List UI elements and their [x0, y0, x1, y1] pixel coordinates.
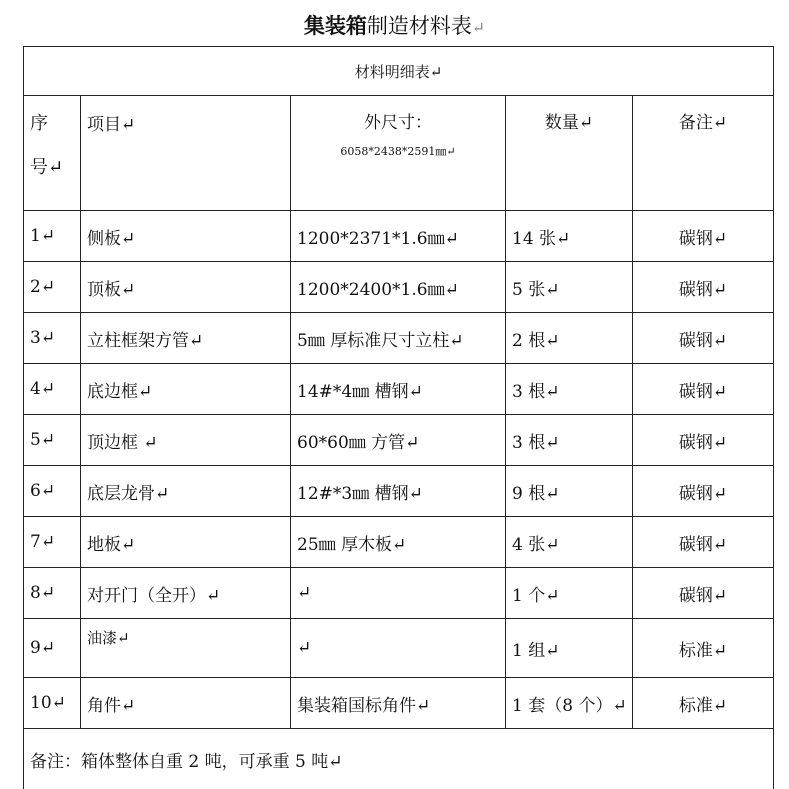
materials-table — [23, 46, 774, 789]
table-row — [24, 262, 774, 313]
header-size-dimensions: 6058*2438*2591㎜↵ — [297, 143, 499, 159]
cell-note: 碳钢↵ — [633, 262, 774, 313]
cell-note: 标准↵ — [633, 678, 774, 729]
cell-seq: 10↵ — [24, 678, 81, 729]
cell-item: 油漆↵ — [81, 619, 291, 678]
header-size — [291, 96, 506, 211]
cell-seq: 7↵ — [24, 517, 81, 568]
cell-qty: 9 根↵ — [506, 466, 633, 517]
footer-note: 备注：箱体整体自重 2 吨，可承重 5 吨↵ — [24, 729, 774, 789]
cell-item: 对开门（全开）↵ — [81, 568, 291, 619]
cell-size: 14#*4㎜ 槽钢↵ — [291, 364, 506, 415]
table-row — [24, 211, 774, 262]
table-row — [24, 313, 774, 364]
header-seq-line2: 号↵ — [30, 146, 74, 190]
title-bold: 集装箱 — [304, 13, 367, 38]
table-row — [24, 364, 774, 415]
cell-item: 顶边框 ↵ — [81, 415, 291, 466]
cell-note: 碳钢↵ — [633, 466, 774, 517]
cell-seq: 5↵ — [24, 415, 81, 466]
cell-seq: 4↵ — [24, 364, 81, 415]
table-row — [24, 568, 774, 619]
cell-seq: 8↵ — [24, 568, 81, 619]
table-header-row — [24, 96, 774, 211]
header-size-label: 外尺寸： — [297, 108, 499, 133]
cell-size: 集装箱国标角件↵ — [291, 678, 506, 729]
table-row — [24, 415, 774, 466]
cell-item: 底层龙骨↵ — [81, 466, 291, 517]
cell-size: ↵ — [291, 619, 506, 678]
table-row — [24, 619, 774, 678]
table-caption: 材料明细表↵ — [24, 47, 774, 96]
cell-qty: 3 根↵ — [506, 364, 633, 415]
table-row — [24, 466, 774, 517]
paragraph-mark: ↵ — [472, 18, 485, 37]
cell-note: 碳钢↵ — [633, 517, 774, 568]
cell-size: 1200*2371*1.6㎜↵ — [291, 211, 506, 262]
cell-qty: 1 组↵ — [506, 619, 633, 678]
cell-item: 底边框↵ — [81, 364, 291, 415]
cell-size: 12#*3㎜ 槽钢↵ — [291, 466, 506, 517]
document-title — [0, 12, 789, 42]
cell-size: ↵ — [291, 568, 506, 619]
cell-note: 碳钢↵ — [633, 313, 774, 364]
table-row — [24, 517, 774, 568]
cell-item: 侧板↵ — [81, 211, 291, 262]
cell-item: 角件↵ — [81, 678, 291, 729]
cell-note: 碳钢↵ — [633, 568, 774, 619]
cell-size: 60*60㎜ 方管↵ — [291, 415, 506, 466]
cell-qty: 1 个↵ — [506, 568, 633, 619]
cell-size: 5㎜ 厚标准尺寸立柱↵ — [291, 313, 506, 364]
cell-qty: 1 套（8 个）↵ — [506, 678, 633, 729]
cell-note: 碳钢↵ — [633, 211, 774, 262]
cell-seq: 1↵ — [24, 211, 81, 262]
cell-qty: 4 张↵ — [506, 517, 633, 568]
cell-item: 顶板↵ — [81, 262, 291, 313]
cell-seq: 3↵ — [24, 313, 81, 364]
cell-size: 1200*2400*1.6㎜↵ — [291, 262, 506, 313]
cell-note: 碳钢↵ — [633, 364, 774, 415]
cell-qty: 2 根↵ — [506, 313, 633, 364]
header-qty: 数量↵ — [506, 96, 633, 211]
cell-qty: 3 根↵ — [506, 415, 633, 466]
table-row — [24, 678, 774, 729]
cell-note: 标准↵ — [633, 619, 774, 678]
cell-seq: 6↵ — [24, 466, 81, 517]
cell-qty: 14 张↵ — [506, 211, 633, 262]
header-item: 项目↵ — [81, 96, 291, 211]
cell-seq: 2↵ — [24, 262, 81, 313]
cell-qty: 5 张↵ — [506, 262, 633, 313]
cell-seq: 9↵ — [24, 619, 81, 678]
header-seq-line1: 序 — [30, 102, 74, 146]
cell-item: 立柱框架方管↵ — [81, 313, 291, 364]
header-note: 备注↵ — [633, 96, 774, 211]
table-footer-row — [24, 729, 774, 789]
header-seq — [24, 96, 81, 211]
cell-note: 碳钢↵ — [633, 415, 774, 466]
cell-size: 25㎜ 厚木板↵ — [291, 517, 506, 568]
cell-item: 地板↵ — [81, 517, 291, 568]
title-rest: 制造材料表 — [367, 14, 472, 38]
